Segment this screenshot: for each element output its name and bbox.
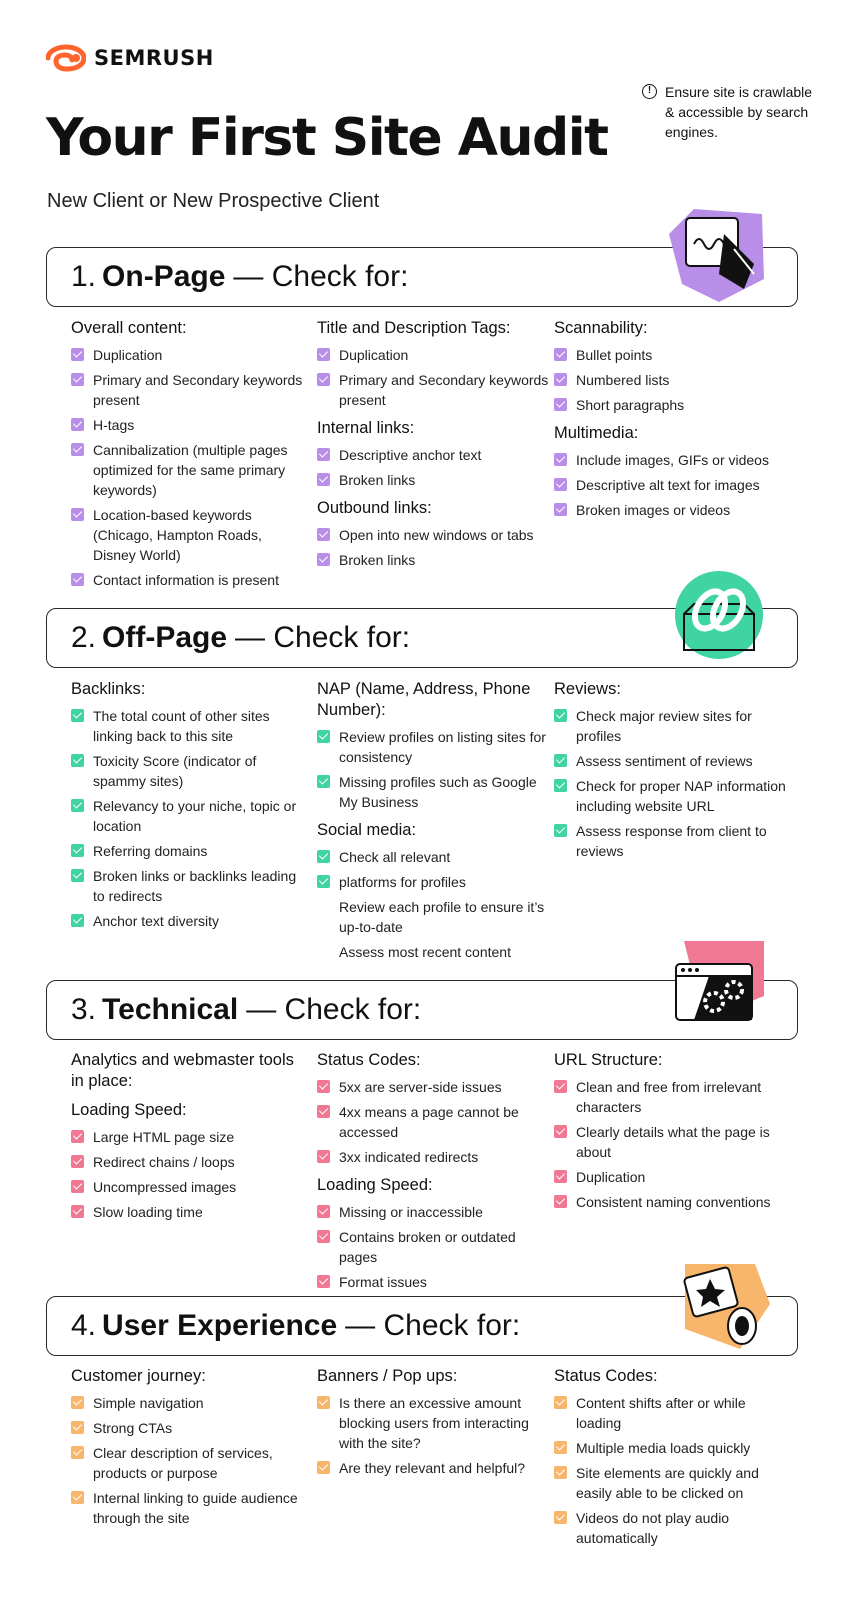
checklist-item: [554, 1192, 789, 1212]
group-title: Loading Speed:: [317, 1176, 433, 1194]
checklist-group: [317, 820, 552, 962]
section-suffix: — Check for:: [345, 1309, 521, 1342]
checklist-item: [71, 1127, 306, 1147]
checklist-item-text: Referring domains: [93, 843, 208, 859]
checklist-item-text: Videos do not play audio automatically: [576, 1510, 730, 1546]
checklist-item: [554, 1122, 789, 1162]
checkbox-icon: [317, 528, 330, 541]
checklist-item: [317, 872, 552, 892]
checkbox-icon: [554, 398, 567, 411]
checklist-item-text: Is there an excessive amount blocking users from interacting with the site?: [339, 1395, 529, 1451]
checklist-item: [71, 841, 306, 861]
checkbox-icon: [317, 775, 330, 788]
checkbox-icon: [71, 1446, 84, 1459]
section-title: On-Page: [102, 260, 226, 293]
checklist-item-text: Bullet points: [576, 347, 653, 363]
checklist-item-text: Site elements are quickly and easily able to be clicked on: [576, 1465, 759, 1501]
checkbox-icon: [71, 418, 84, 431]
group-title: Overall content:: [71, 319, 187, 337]
checklist-item: [554, 1438, 789, 1458]
user-experience-column-3: [554, 1366, 789, 1556]
semrush-flame-icon: [46, 44, 86, 72]
checklist-item: [554, 1167, 789, 1187]
checkbox-icon: [317, 373, 330, 386]
checkbox-icon: [71, 754, 84, 767]
checkbox-icon: [317, 1105, 330, 1118]
checklist-item-text: Slow loading time: [93, 1204, 203, 1220]
on-page-column-1: [71, 318, 306, 598]
checklist-item: [554, 706, 789, 746]
checklist-item: [554, 345, 789, 365]
note-text: Ensure site is crawlable & accessible by search engines.: [665, 84, 813, 140]
checkbox-icon: [71, 443, 84, 456]
checklist-item: [317, 345, 552, 365]
checklist-item-text: Contains broken or outdated pages: [339, 1229, 516, 1265]
checkbox-icon: [554, 478, 567, 491]
checklist-item-text: Broken links or backlinks leading to redirects: [93, 868, 297, 904]
section-suffix: — Check for:: [233, 260, 409, 293]
checklist-item: [554, 395, 789, 415]
checklist-item-text: Missing profiles such as Google My Business: [339, 774, 537, 810]
checkbox-icon: [554, 1441, 567, 1454]
group-title: Loading Speed:: [71, 1101, 187, 1119]
checkbox-icon: [71, 373, 84, 386]
checklist-item: [317, 370, 552, 410]
checklist-group: [317, 318, 552, 410]
checklist-item-text: Numbered lists: [576, 372, 670, 388]
checklist-item: [317, 1102, 552, 1142]
checklist-item: [554, 1463, 789, 1503]
checklist-item-text: platforms for profiles: [339, 874, 466, 890]
checkbox-icon: [554, 1466, 567, 1479]
checkbox-icon: [71, 1421, 84, 1434]
section-suffix: — Check for:: [246, 993, 422, 1026]
checklist-item: [554, 450, 789, 470]
group-title: Reviews:: [554, 680, 621, 698]
checklist-item: [317, 1458, 552, 1478]
group-title: Social media:: [317, 821, 417, 839]
checkbox-icon: [554, 824, 567, 837]
checklist-item-text: Simple navigation: [93, 1395, 204, 1411]
megaphone-illustration: [670, 1254, 780, 1354]
checklist-item-text: Duplication: [93, 347, 163, 363]
checklist-item: [554, 475, 789, 495]
checkbox-icon: [71, 508, 84, 521]
checklist-item: [554, 1393, 789, 1433]
checklist-item: [71, 866, 306, 906]
checklist-item-text: Clean and free from irrelevant characters: [576, 1079, 762, 1115]
checklist-item-text: Include images, GIFs or videos: [576, 452, 769, 468]
checkbox-icon: [317, 473, 330, 486]
checkbox-icon: [554, 453, 567, 466]
checkbox-icon: [71, 1396, 84, 1409]
user-experience-column-1: [71, 1366, 306, 1536]
checklist-item-text: Missing or inaccessible: [339, 1204, 483, 1220]
group-title: URL Structure:: [554, 1051, 663, 1069]
checklist-item: [554, 370, 789, 390]
checklist-item: [71, 796, 306, 836]
checklist-item: [71, 911, 306, 931]
group-title: Multimedia:: [554, 424, 639, 442]
checklist-item: [317, 772, 552, 812]
checkbox-icon: [317, 1230, 330, 1243]
checkbox-icon: [71, 1130, 84, 1143]
checkbox-icon: [71, 348, 84, 361]
checklist-group: [554, 1050, 789, 1212]
checkbox-icon: [317, 448, 330, 461]
checklist-item: [317, 550, 552, 570]
checklist-item-text: Large HTML page size: [93, 1129, 235, 1145]
checklist-item-text: Assess most recent content: [339, 944, 511, 960]
checkbox-icon: [71, 1180, 84, 1193]
checklist-group: [71, 318, 306, 590]
checklist-item: [71, 345, 306, 365]
checklist-item: [317, 1147, 552, 1167]
user-experience-column-2: [317, 1366, 552, 1486]
checkbox-icon: [554, 1080, 567, 1093]
checklist-group: [317, 1366, 552, 1478]
checklist-item-text: Duplication: [339, 347, 409, 363]
checklist-item: [554, 1077, 789, 1117]
checklist-item: [317, 1202, 552, 1222]
section-number: 4.: [71, 1309, 97, 1342]
checklist-item-text: Clearly details what the page is about: [576, 1124, 770, 1160]
group-title: Analytics and webmaster tools in place:: [71, 1051, 294, 1090]
checklist-item: [554, 1508, 789, 1548]
checkbox-icon: [71, 799, 84, 812]
checklist-item: [317, 1227, 552, 1267]
checklist-item-text: Strong CTAs: [93, 1420, 173, 1436]
checklist-item-text: Descriptive anchor text: [339, 447, 482, 463]
checklist-item-text: Anchor text diversity: [93, 913, 220, 929]
technical-column-3: [554, 1050, 789, 1220]
page-subtitle: New Client or New Prospective Client: [47, 190, 380, 212]
checkbox-icon: [317, 730, 330, 743]
checklist-item: [554, 821, 789, 861]
checklist-item: [71, 370, 306, 410]
checklist-item: [71, 1152, 306, 1172]
checklist-item-text: Format issues: [339, 1274, 427, 1290]
checklist-item: [317, 1272, 552, 1292]
checklist-group: [71, 1050, 306, 1092]
checkbox-icon: [554, 1511, 567, 1524]
on-page-column-2: [317, 318, 552, 578]
checklist-item-text: Descriptive alt text for images: [576, 477, 760, 493]
checklist-group: [317, 1050, 552, 1167]
checklist-item-text: Contact information is present: [93, 572, 279, 588]
section-number: 3.: [71, 993, 97, 1026]
section-title: Off-Page: [102, 621, 228, 654]
checklist-item: [317, 1393, 552, 1453]
group-title: Banners / Pop ups:: [317, 1367, 458, 1385]
checklist-item-text: Primary and Secondary keywords present: [93, 372, 303, 408]
checkbox-icon: [317, 553, 330, 566]
group-title: Internal links:: [317, 419, 415, 437]
checklist-item-text: Open into new windows or tabs: [339, 527, 534, 543]
checklist-item-text: Assess sentiment of reviews: [576, 753, 753, 769]
off-page-column-1: [71, 679, 306, 939]
checkbox-icon: [554, 1195, 567, 1208]
checklist-item-text: Multiple media loads quickly: [576, 1440, 751, 1456]
group-title: Outbound links:: [317, 499, 432, 517]
checklist-group: [554, 1366, 789, 1548]
checklist-item-text: 4xx means a page cannot be accessed: [339, 1104, 519, 1140]
checklist-item: [71, 1488, 306, 1528]
checklist-item-text: Primary and Secondary keywords present: [339, 372, 549, 408]
checklist-item-text: Check major review sites for profiles: [576, 708, 752, 744]
checklist-item: [71, 1202, 306, 1222]
checklist-group: [554, 423, 789, 520]
checklist-item-text: H-tags: [93, 417, 135, 433]
checklist-item-text: Consistent naming conventions: [576, 1194, 771, 1210]
checklist-item-text: Broken links: [339, 552, 416, 568]
group-title: Title and Description Tags:: [317, 319, 511, 337]
checklist-item: [317, 445, 552, 465]
checkbox-icon: [317, 1396, 330, 1409]
checklist-item-text: Internal linking to guide audience through the site: [93, 1490, 298, 1526]
page-title: Your First Site Audit: [46, 108, 608, 168]
checkbox-icon: [554, 779, 567, 792]
group-title: Status Codes:: [317, 1051, 421, 1069]
checkbox-icon: [317, 1461, 330, 1474]
checklist-item: [554, 776, 789, 816]
checklist-item: [71, 751, 306, 791]
checklist-item-text: Relevancy to your niche, topic or location: [93, 798, 297, 834]
checkbox-icon: [317, 875, 330, 888]
checkbox-icon: [71, 573, 84, 586]
checklist-item: [317, 525, 552, 545]
checklist-item: [71, 1418, 306, 1438]
checklist-group: [71, 1366, 306, 1528]
checkbox-icon: [71, 1205, 84, 1218]
checkbox-icon: [554, 709, 567, 722]
section-number: 2.: [71, 621, 97, 654]
brand-name: SEMRUSH: [94, 46, 214, 70]
checklist-item-text: Toxicity Score (indicator of spammy sites): [93, 753, 257, 789]
off-page-column-3: [554, 679, 789, 869]
checklist-item-text: Broken images or videos: [576, 502, 731, 518]
checklist-item: [317, 942, 552, 962]
checklist-item: [317, 1077, 552, 1097]
checklist-item: [317, 847, 552, 867]
semrush-logo: [46, 44, 214, 72]
chain-link-basket-illustration: [664, 570, 774, 670]
checklist-item: [71, 440, 306, 500]
checklist-item-text: 5xx are server-side issues: [339, 1079, 502, 1095]
checklist-item: [71, 1393, 306, 1413]
checkbox-icon: [71, 1155, 84, 1168]
checklist-item-text: Check for proper NAP information including website URL: [576, 778, 786, 814]
checklist-group: [317, 418, 552, 490]
checklist-item-text: Review each profile to ensure it’s up-to-date: [339, 899, 545, 935]
checkbox-icon: [554, 1396, 567, 1409]
group-title: Customer journey:: [71, 1367, 206, 1385]
technical-column-1: [71, 1050, 306, 1230]
checkbox-icon: [317, 850, 330, 863]
checklist-group: [554, 318, 789, 415]
checkbox-icon: [71, 914, 84, 927]
checklist-item: [317, 470, 552, 490]
off-page-column-2: [317, 679, 552, 970]
section-title: Technical: [102, 993, 239, 1026]
gears-browser-illustration: [664, 936, 774, 1036]
technical-column-2: [317, 1050, 552, 1300]
checkbox-icon: [554, 348, 567, 361]
checklist-item: [71, 570, 306, 590]
checkbox-icon: [554, 503, 567, 516]
checklist-item-text: Content shifts after or while loading: [576, 1395, 746, 1431]
checklist-item-text: Uncompressed images: [93, 1179, 237, 1195]
checklist-group: [71, 1100, 306, 1222]
checklist-item: [71, 415, 306, 435]
group-title: NAP (Name, Address, Phone Number):: [317, 680, 531, 719]
checkbox-icon: [71, 709, 84, 722]
section-title: User Experience: [102, 1309, 338, 1342]
section-suffix: — Check for:: [235, 621, 411, 654]
checklist-item: [71, 1443, 306, 1483]
checklist-item-text: 3xx indicated redirects: [339, 1149, 479, 1165]
crawlable-note: [642, 82, 822, 142]
checklist-item-text: Assess response from client to reviews: [576, 823, 767, 859]
checkbox-icon: [554, 1125, 567, 1138]
checkbox-icon: [317, 1275, 330, 1288]
checklist-item-text: Cannibalization (multiple pages optimized for the same primary keywords): [93, 442, 288, 498]
checkbox-icon: [317, 1150, 330, 1163]
checklist-item: [554, 751, 789, 771]
checklist-item-text: Redirect chains / loops: [93, 1154, 235, 1170]
checkbox-icon: [71, 869, 84, 882]
checkbox-icon: [317, 348, 330, 361]
checkbox-icon: [554, 754, 567, 767]
group-title: Scannability:: [554, 319, 648, 337]
checklist-item-text: Duplication: [576, 1169, 646, 1185]
checklist-item-text: Are they relevant and helpful?: [339, 1460, 526, 1476]
checklist-item-text: Broken links: [339, 472, 416, 488]
checkbox-icon: [317, 1080, 330, 1093]
on-page-column-3: [554, 318, 789, 528]
checklist-group: [317, 1175, 552, 1292]
checklist-item: [317, 727, 552, 767]
checklist-item: [317, 897, 552, 937]
checklist-item: [71, 505, 306, 565]
checklist-item-text: The total count of other sites linking back to this site: [93, 708, 270, 744]
checklist-item-text: Clear description of services, products or purpose: [93, 1445, 273, 1481]
checklist-group: [317, 679, 552, 812]
checklist-item-text: Location-based keywords (Chicago, Hampton Roads, Disney World): [93, 507, 262, 563]
checklist-item-text: Short paragraphs: [576, 397, 685, 413]
group-title: Status Codes:: [554, 1367, 658, 1385]
section-number: 1.: [71, 260, 97, 293]
checklist-item: [554, 500, 789, 520]
checkbox-icon: [554, 1170, 567, 1183]
info-icon: !: [642, 84, 657, 99]
checklist-group: [554, 679, 789, 861]
checkbox-icon: [71, 844, 84, 857]
checklist-item-text: Review profiles on listing sites for consistency: [339, 729, 546, 765]
checkbox-icon: [554, 373, 567, 386]
checklist-group: [71, 679, 306, 931]
checklist-group: [317, 498, 552, 570]
checkbox-icon: [71, 1491, 84, 1504]
group-title: Backlinks:: [71, 680, 146, 698]
checklist-item-text: Check all relevant: [339, 849, 451, 865]
writing-hand-illustration: [664, 204, 774, 304]
checklist-item: [71, 706, 306, 746]
checkbox-icon: [317, 1205, 330, 1218]
checklist-item: [71, 1177, 306, 1197]
